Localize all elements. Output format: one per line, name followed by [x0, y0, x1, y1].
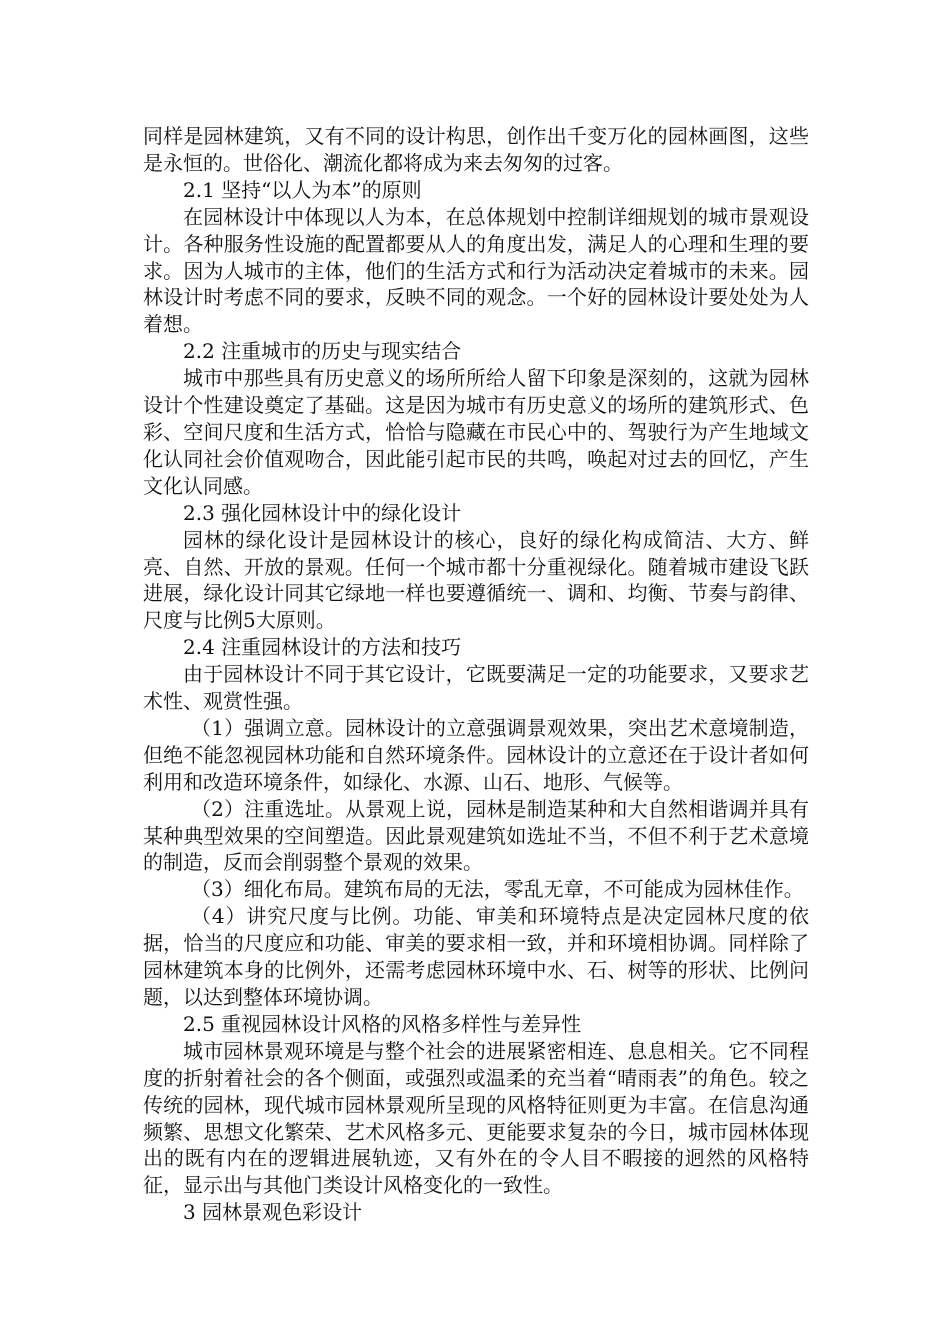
paragraph-continuation: 同样是园林建筑，又有不同的设计构思，创作出千变万化的园林画图，这些是永恒的。世俗化、潮流化都将成为来去匆匆的过客。: [143, 124, 809, 175]
document-page: [143, 123, 809, 1226]
section-heading-2-5: 2.5 重视园林设计风格的风格多样性与差异性: [183, 1011, 582, 1036]
list-item: （4）讲究尺度与比例。功能、审美和环境特点是决定园林尺度的依据，恰当的尺度应和功能、审美的要求相一致，并和环境相协调。同样除了园林建筑本身的比例外，还需考虑园林环境中水、石、树等的形状、比例问题，以达到整体环境协调。: [143, 904, 809, 1009]
list-item: （3）细化布局。建筑布局的无法，零乱无章，不可能成为园林佳作。: [191, 877, 804, 902]
paragraph: 城市园林景观环境是与整个社会的进展紧密相连、息息相关。它不同程度的折射着社会的各个侧面，或强烈或温柔的充当着“晴雨表”的角色。较之传统的园林，现代城市园林景观所呈现的风格特征则更为丰富。在信息沟通频繁、思想文化繁荣、艺术风格多元、更能要求复杂的今日，城市园林体现出的既有内在的逻辑进展轨迹，又有外在的令人目不暇接的迥然的风格特征，显示出与其他门类设计风格变化的一致性。: [143, 1038, 809, 1198]
paragraph: 在园林设计中体现以人为本，在总体规划中控制详细规划的城市景观设计。各种服务性设施的配置都要从人的角度出发，满足人的心理和生理的要求。因为人城市的主体，他们的生活方式和行为活动决定着城市的未来。园林设计时考虑不同的要求，反映不同的观念。一个好的园林设计要处处为人着想。: [143, 204, 809, 337]
list-item: （2）注重选址。从景观上说，园林是制造某种和大自然相谐调并具有某种典型效果的空间塑造。因此景观建筑如选址不当，不但不利于艺术意境的制造，反而会削弱整个景观的效果。: [143, 796, 809, 875]
section-heading-2-2: 2.2 注重城市的历史与现实结合: [183, 339, 462, 364]
paragraph: 由于园林设计不同于其它设计，它既要满足一定的功能要求，又要求艺术性、观赏性强。: [143, 662, 809, 714]
section-heading-2-4: 2.4 注重园林设计的方法和技巧: [183, 635, 462, 660]
list-item: （1）强调立意。园林设计的立意强调景观效果，突出艺术意境制造，但绝不能忽视园林功能和自然环境条件。园林设计的立意还在于设计者如何利用和改造环境条件，如绿化、水源、山石、地形、气候等。: [143, 715, 809, 794]
section-heading-2-1: 2.1 坚持“以人为本”的原则: [183, 177, 422, 202]
section-heading-3: 3 园林景观色彩设计: [183, 1200, 363, 1225]
paragraph: 城市中那些具有历史意义的场所所给人留下印象是深刻的，这就为园林设计个性建设奠定了基础。这是因为城市有历史意义的场所的建筑形式、色彩、空间尺度和生活方式，恰恰与隐藏在市民心中的、驾驶行为产生地域文化认同社会价值观吻合，因此能引起市民的共鸣，唤起对过去的回忆，产生文化认同感。: [143, 366, 809, 498]
section-heading-2-3: 2.3 强化园林设计中的绿化设计: [183, 500, 462, 525]
paragraph: 园林的绿化设计是园林设计的核心，良好的绿化构成简洁、大方、鲜亮、自然、开放的景观。任何一个城市都十分重视绿化。随着城市建设飞跃进展，绿化设计同其它绿地一样也要遵循统一、调和、均衡、节奏与韵律、尺度与比例5大原则。: [143, 527, 809, 633]
